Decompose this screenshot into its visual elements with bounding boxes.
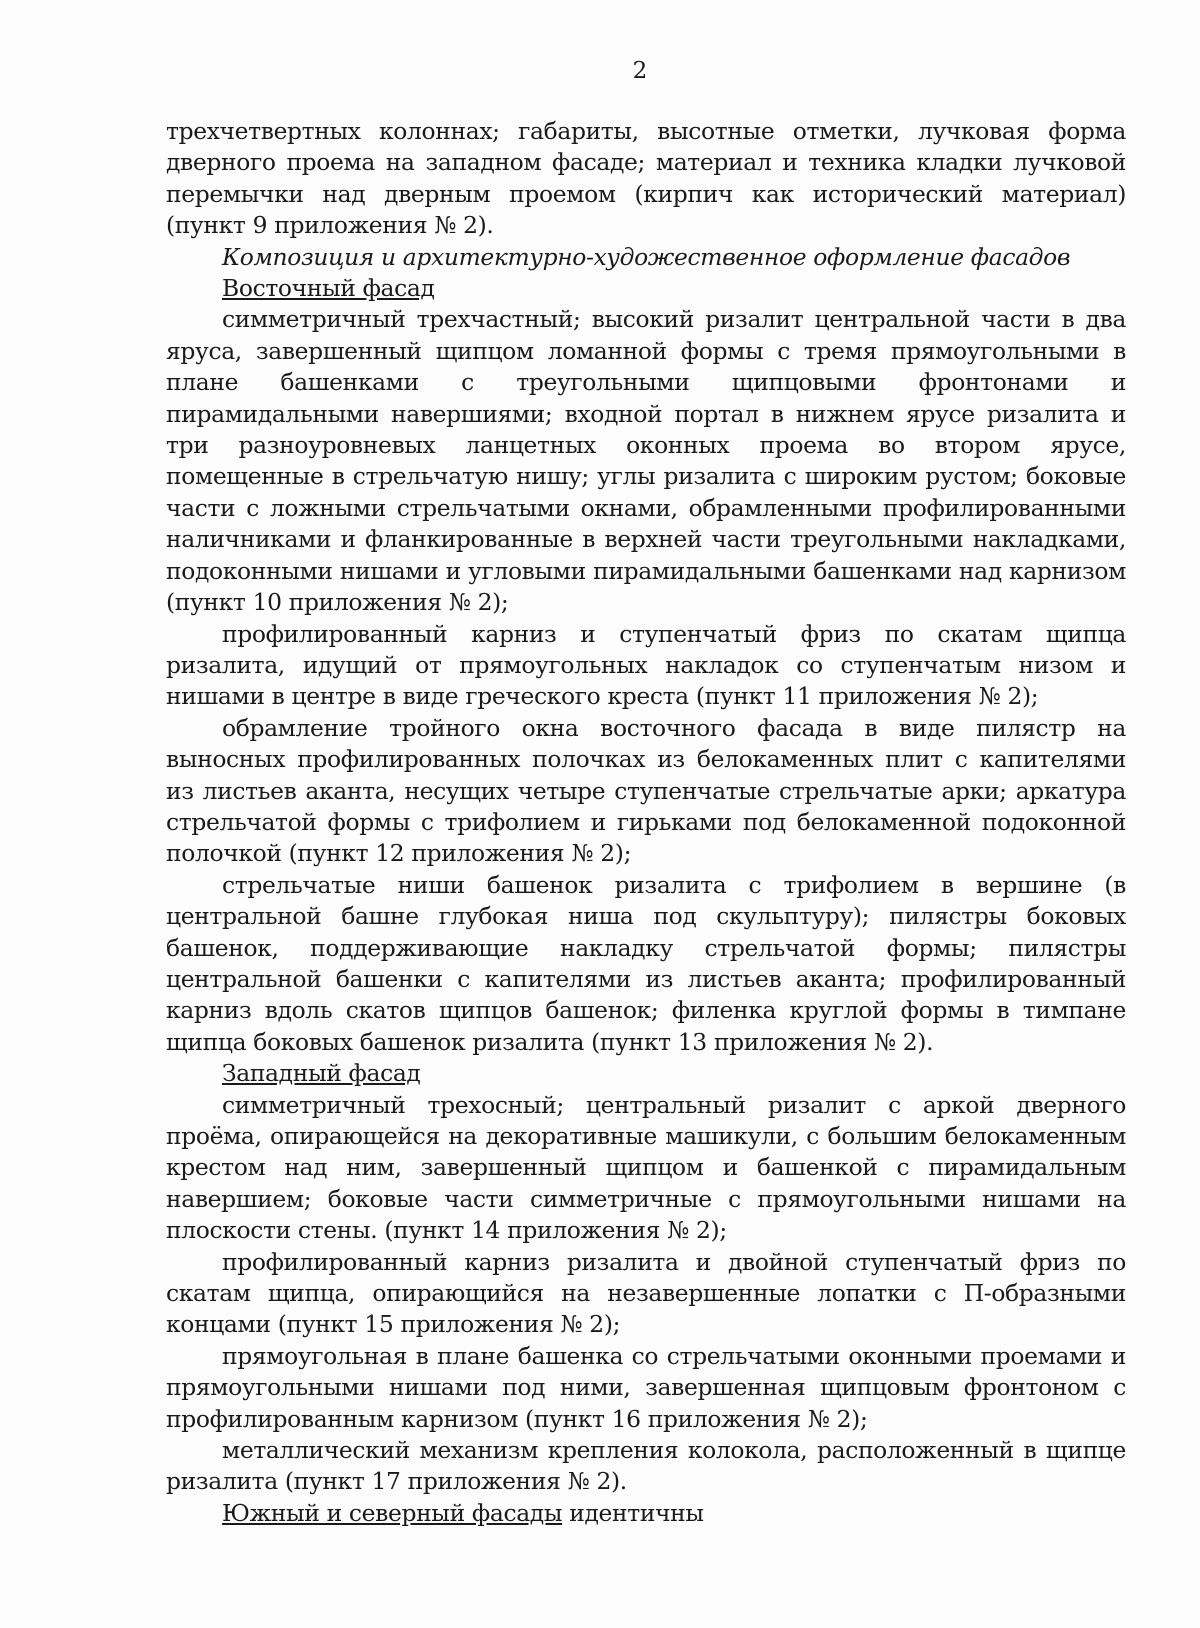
paragraph-east-3: обрамление тройного окна восточного фасада в виде пилястр на выносных профилированных полочках из белокаменных плит с капителями из листьев аканта, несущих четыре ступенчатые стрельчатые арки; аркатура стрельчатой формы с трифолием и гирьками под белокаменной подоконной полочкой (пункт 12 приложения № 2); [166, 713, 1126, 868]
page-number: 2 [632, 58, 648, 84]
west-facade-heading: Западный фасад [222, 1059, 421, 1088]
paragraph-continuation: трехчетвертных колоннах; габариты, высотные отметки, лучковая форма дверного проема на западном фасаде; материал и техника кладки лучковой перемычки над дверным проемом (кирпич как исторический материал) (пункт 9 приложения № 2). [166, 117, 1126, 240]
south-north-facade-tail: идентичны [562, 1498, 704, 1527]
paragraph-east-2: профилированный карниз и ступенчатый фриз по скатам щипца ризалита, идущий от прямоугольных накладок со ступенчатым низом и нишами в центре в виде греческого креста (пункт 11 приложения № 2); [166, 619, 1126, 711]
section-title: Композиция и архитектурно-художественное оформление фасадов [222, 242, 1071, 271]
document-body [166, 116, 1126, 1529]
south-north-facade-heading: Южный и северный фасады [222, 1498, 563, 1527]
paragraph-west-2: профилированный карниз ризалита и двойной ступенчатый фриз по скатам щипца, опирающийся на незавершенные лопатки с П-образными концами (пункт 15 приложения № 2); [166, 1247, 1126, 1339]
east-facade-heading: Восточный фасад [222, 274, 435, 303]
south-north-facade-line [166, 1498, 1126, 1529]
paragraph-east-4: стрельчатые ниши башенок ризалита с трифолием в вершине (в центральной башне глубокая ниша под скульптуру); пилястры боковых башенок, поддерживающие накладку стрельчатой формы; пилястры центральной башенки с капителями из листьев аканта; профилированный карниз вдоль скатов щипцов башенок; филенка круглой формы в тимпане щипца боковых башенок ризалита (пункт 13 приложения № 2). [166, 870, 1126, 1056]
paragraph-east-1: симметричный трехчастный; высокий ризалит центральной части в два яруса, завершенный щипцом ломанной формы с тремя прямоугольными в плане башенками с треугольными щипцовыми фронтонами и пирамидальными навершиями; входной портал в нижнем ярусе ризалита и три разноуровневых ланцетных оконных проема во втором ярусе, помещенные в стрельчатую нишу; углы ризалита с широким рустом; боковые части с ложными стрельчатыми окнами, обрамленными профилированными наличниками и фланкированные в верхней части треугольными накладками, подоконными нишами и угловыми пирамидальными башенками над карнизом (пункт 10 приложения № 2); [166, 305, 1126, 617]
paragraph-west-1: симметричный трехосный; центральный ризалит с аркой дверного проёма, опирающейся на декоративные машикули, с большим белокаменным крестом над ним, завершенный щипцом и башенкой с пирамидальным навершием; боковые части симметричные с прямоугольными нишами на плоскости стены. (пункт 14 приложения № 2); [166, 1090, 1126, 1245]
paragraph-west-3: прямоугольная в плане башенка со стрельчатыми оконными проемами и прямоугольными нишами под ними, завершенная щипцовым фронтоном с профилированным карнизом (пункт 16 приложения № 2); [166, 1341, 1126, 1433]
west-facade-heading-line [166, 1058, 1126, 1089]
east-facade-heading-line [166, 273, 1126, 304]
paragraph-west-4: металлический механизм крепления колокола, расположенный в щипце ризалита (пункт 17 приложения № 2). [166, 1436, 1126, 1496]
